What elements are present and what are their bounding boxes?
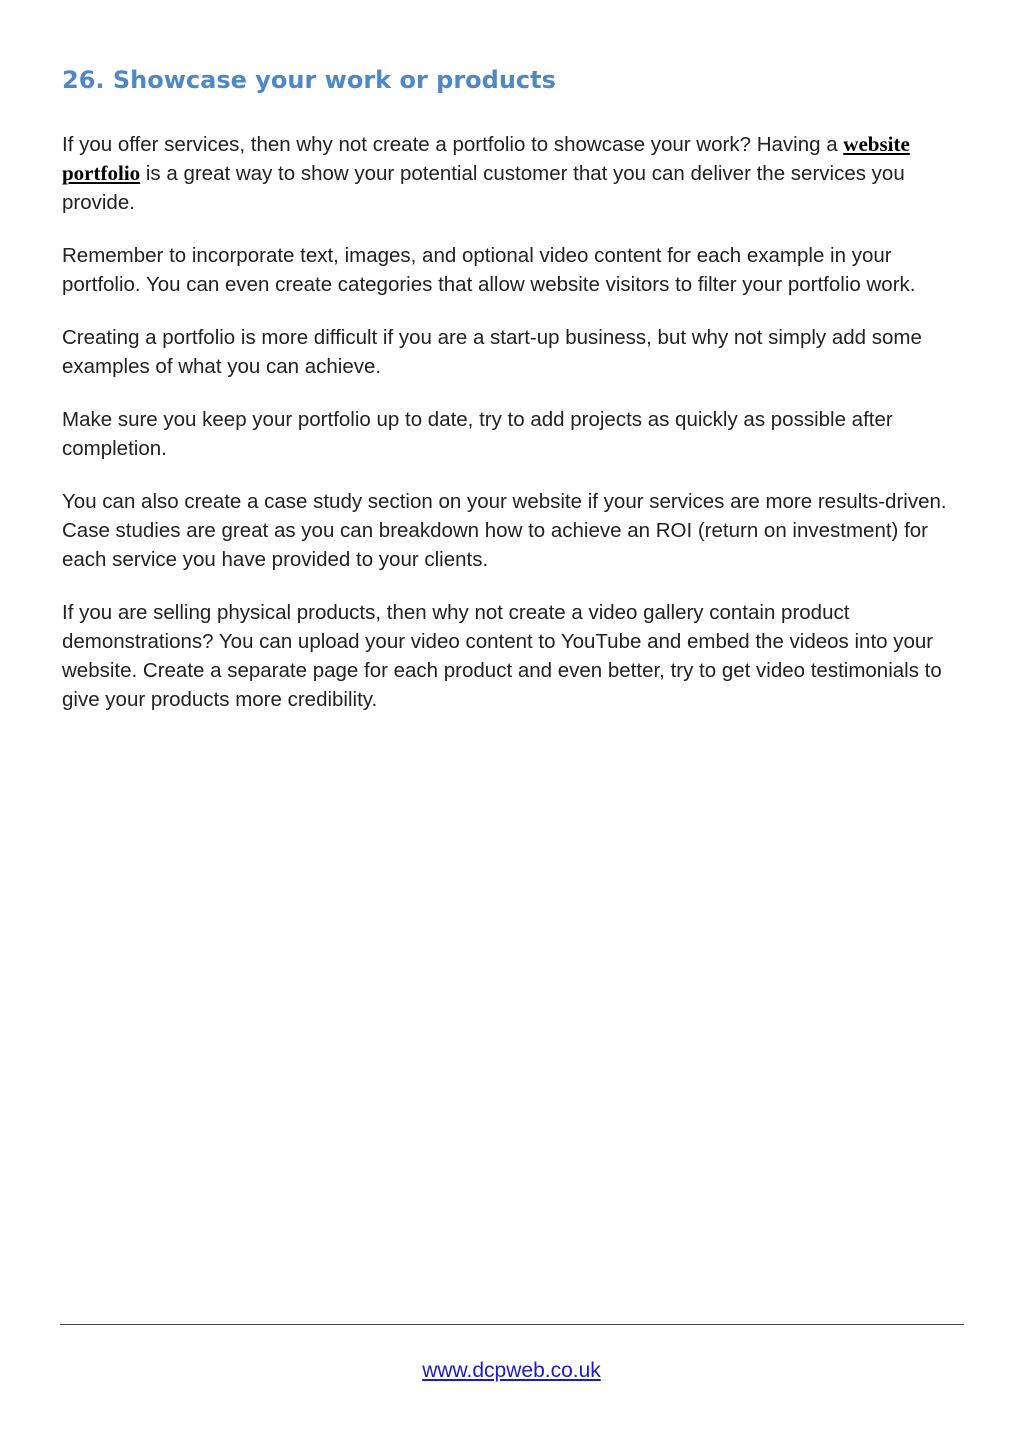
page-footer bbox=[0, 1356, 1023, 1386]
paragraph-portfolio-intro bbox=[62, 130, 964, 217]
footer-website-link[interactable]: www.dcpweb.co.uk bbox=[422, 1359, 601, 1382]
paragraph-case-study: You can also create a case study section on your website if your services are more results-driven. Case studies are great as you can breakdown how to achieve an ROI (return on investment) for each service you have provided to your clients. bbox=[62, 490, 947, 571]
paragraph-up-to-date: Make sure you keep your portfolio up to date, try to add projects as quickly as possible after completion. bbox=[62, 408, 893, 460]
paragraph-text: If you offer services, then why not create a portfolio to showcase your work? Having a bbox=[62, 133, 844, 156]
paragraph-portfolio-content: Remember to incorporate text, images, and optional video content for each example in your portfolio. You can even create categories that allow website visitors to filter your portfolio work. bbox=[62, 244, 916, 296]
section-heading: 26. Showcase your work or products bbox=[62, 66, 556, 94]
paragraph-text: is a great way to show your potential customer that you can deliver the services you provide. bbox=[62, 162, 905, 214]
document-body bbox=[62, 56, 964, 738]
website-portfolio-link[interactable]: website portfolio bbox=[62, 132, 910, 185]
paragraph-startup: Creating a portfolio is more difficult if you are a start-up business, but why not simply add some examples of what you can achieve. bbox=[62, 326, 922, 378]
footer-divider bbox=[60, 1324, 964, 1325]
paragraph-video-gallery: If you are selling physical products, then why not create a video gallery contain product demonstrations? You can upload your video content to YouTube and embed the videos into your website. Create a separate page for each product and even better, try to get video testimonials to give your products more credibility. bbox=[62, 601, 942, 711]
